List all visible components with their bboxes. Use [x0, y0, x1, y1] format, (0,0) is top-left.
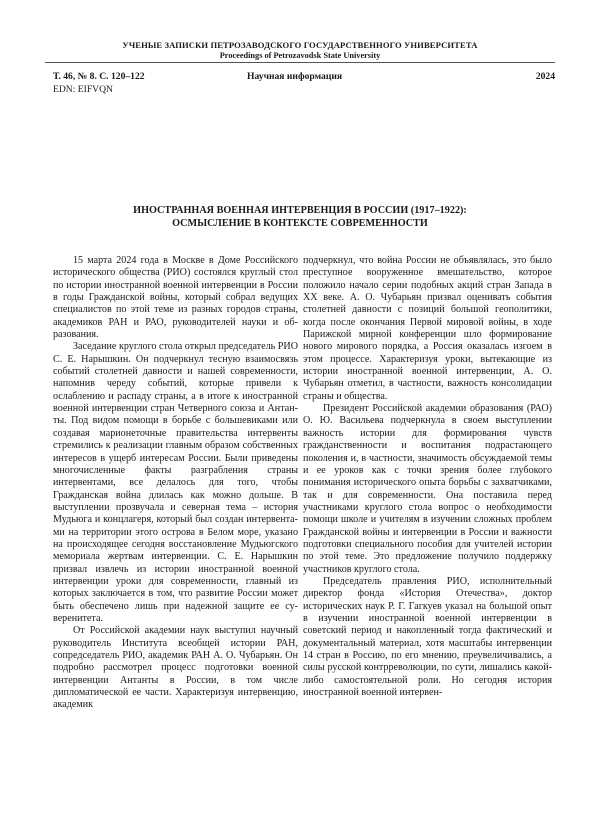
paragraph: 15 марта 2024 года в Москве в Доме Российского исторического общества (РИО) состоялся круглый стол по истории иностранной военной интервенции в России в годы Гражданской войны, который собрал ведущих специалистов по этой теме из разных городов страны, академиков РАН и РАО, руководителей науки и образования. [53, 255, 298, 341]
publication-year: 2024 [535, 71, 555, 82]
left-column [53, 255, 298, 712]
right-column [303, 255, 552, 699]
paragraph: Президент Российской академии образования (РАО) О. Ю. Васильева подчеркнула в своем выступлении важность истории для формирования чувств гражданственности и воспитания подрастающего поколения и, в частности, значимость обсуждаемой темы и ее уроков как с точки зрения более глубокого понимания исторического опыта борьбы с захватчиками, так и для современности. Она поставила перед участниками круглого стола вопрос о необходимости помощи школе и учителям в изучении сложных проблем Гражданской войны и интервенции в России и важности подготовки специального пособия для учителей истории по этой теме. Это предложение получило поддержку участников круглого стола. [303, 403, 552, 575]
volume-pages: Т. 46, № 8. С. 120–122 [53, 71, 145, 82]
journal-subtitle: Proceedings of Petrozavodsk State University [219, 51, 381, 60]
paragraph: подчеркнул, что война России не объявлялась, это было преступное вооруженное вмешательство, которое положило начало серии подобных акций стран Запада в XX веке. А. О. Чубарьян призвал оценивать события столетней давности с позиций большой геополитики, когда после окончания Первой мировой войны, в ходе Парижской мирной конференции шло формирование нового мирового порядка, а Россия оказалась изгоем в этом процессе. Характеризуя уроки, вытекающие из истории иностранной военной интервенции, А. О. Чубарьян отметил, в частности, важность консолидации страны и общества. [303, 255, 552, 402]
article-title [0, 205, 600, 230]
header-divider [45, 62, 555, 63]
paragraph: Заседание круглого стола открыл председатель РИО С. Е. Нарышкин. Он подчеркнул тесную взаимосвязь событий столетней давности и нашей современности, напомнив череду событий, которые привели к ослаблению и распаду страны, а в итоге к иностранной военной интервенции стран Четверного союза и Антанты. Под видом помощи в борьбе с большевиками или создавая марионеточные правительства интервенты стремились к реализации главным образом собственных интересов в ущерб интересам России. Были приведены многочисленные факты разграбления страны интервентами, все делалось для того, чтобы Гражданская война длилась как можно дольше. В выступлении прозвучала и северная тема – история Мудьюга и концлагеря, который был создан интервентами на территории этого острова в Белом море, указано на происходящее сегодня восстановление Мудьюгского мемориала жертвам интервенции. С. Е. Нарышкин призвал извлечь из истории иностранной военной интервенции уроки для современности, главный из которых заключается в том, что развитие России может быть обеспечено лишь при надежной защите ее суверенитета. [53, 341, 298, 624]
paragraph: Председатель правления РИО, исполнительный директор фонда «История Отечества», доктор исторических наук Р. Г. Гагкуев указал на большой опыт в изучении иностранной военной интервенции в советский период и накопленный тогда фактический и документальный материал, хотя масштабы интервенции 14 стран в Россию, по его мнению, преувеличивались, а силы русской контрреволюции, по сути, лишались какой-либо самостоятельной роли. Но сегодня история иностранной военной интервен- [303, 575, 552, 699]
edn-code: EDN: EIFVQN [53, 84, 113, 95]
journal-title: УЧЕНЫЕ ЗАПИСКИ ПЕТРОЗАВОДСКОГО ГОСУДАРСТВЕННОГО УНИВЕРСИТЕТА [122, 40, 478, 50]
issue-meta-row [53, 71, 555, 83]
article-title-line-2: ОСМЫСЛЕНИЕ В КОНТЕКСТЕ СОВРЕМЕННОСТИ [172, 217, 428, 229]
paragraph: От Российской академии наук выступил научный руководитель Института всеобщей истории РАН, сопредседатель РИО, академик РАН А. О. Чубарьян. Он подробно рассмотрел процесс подготовки военной интервенции Антанты в России, в том числе дипломатической ее части. Характеризуя интервенцию, академик [53, 625, 298, 711]
section-name: Научная информация [247, 71, 343, 82]
article-title-line-1: ИНОСТРАННАЯ ВОЕННАЯ ИНТЕРВЕНЦИЯ В РОССИИ (1917–1922): [133, 205, 467, 216]
